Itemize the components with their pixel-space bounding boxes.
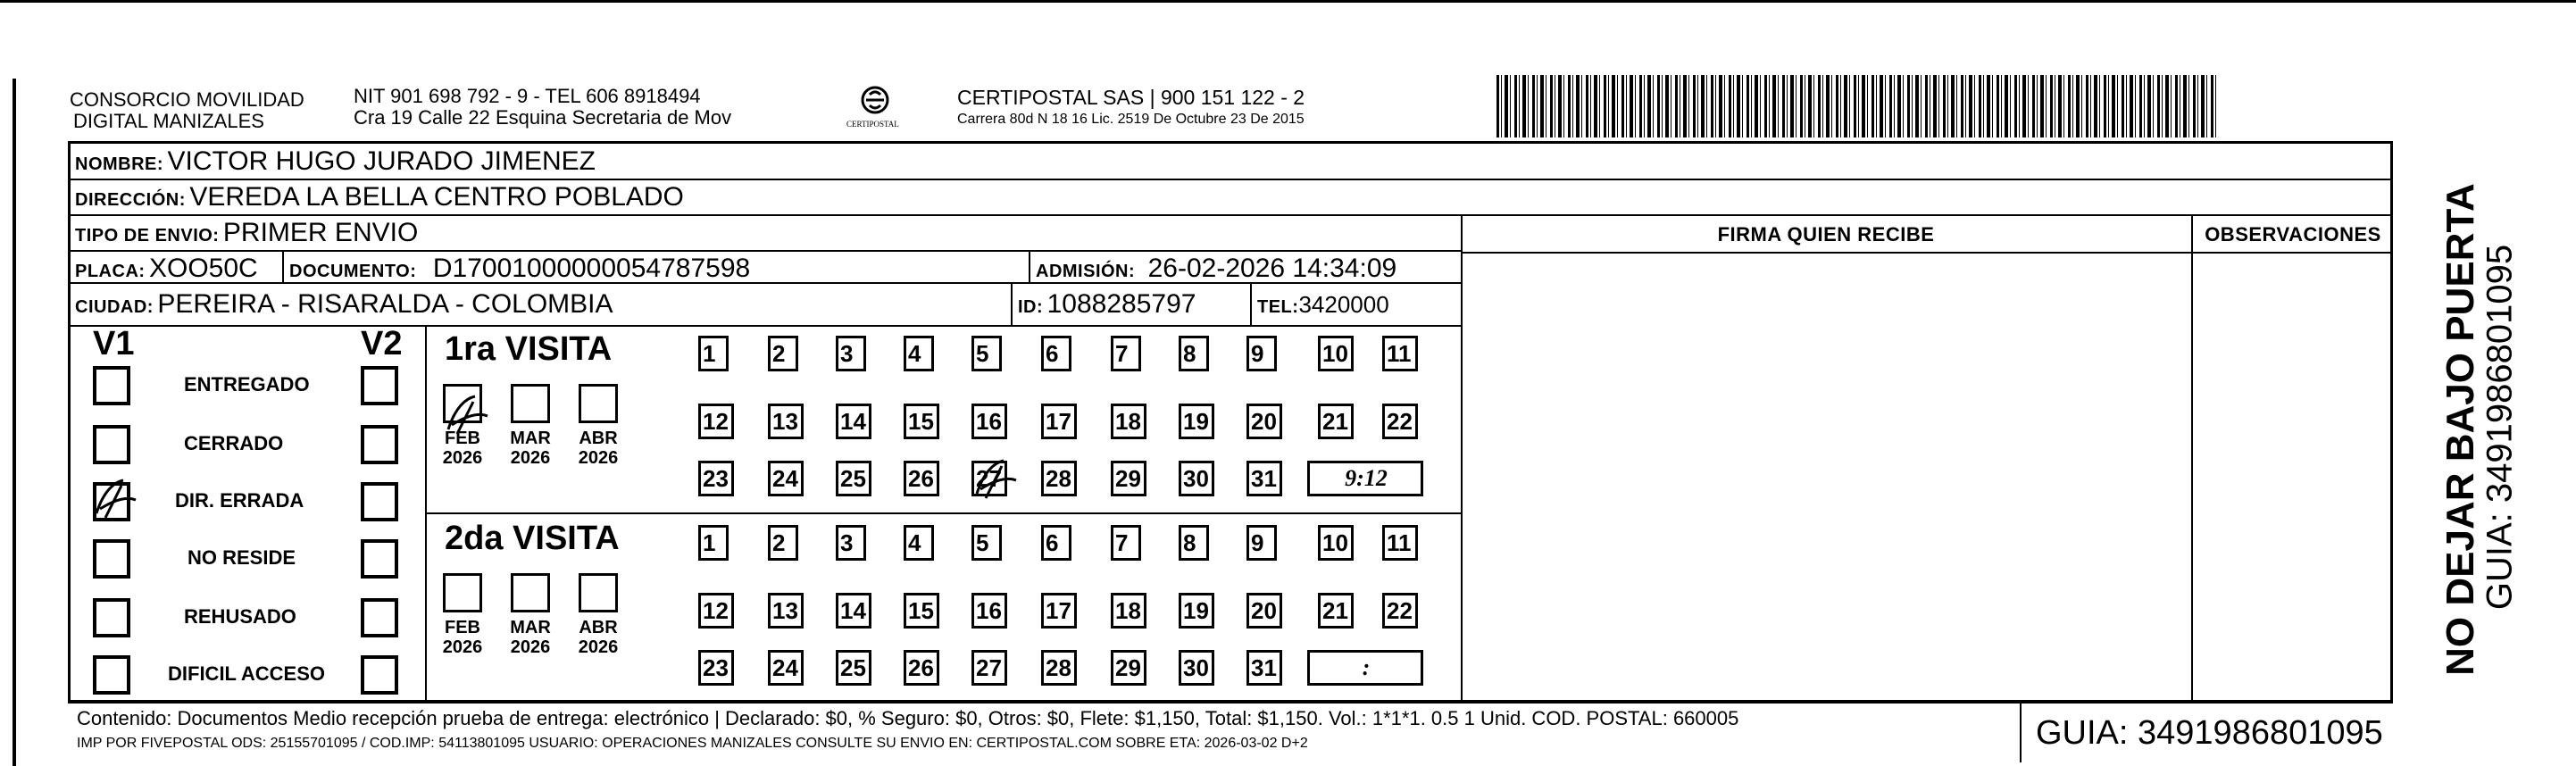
v2-checkbox[interactable] bbox=[361, 482, 398, 521]
first-day-box[interactable]: 10 bbox=[1318, 336, 1354, 371]
certipostal-line-2: Carrera 80d N 18 16 Lic. 2519 De Octubre 23 De 2015 bbox=[957, 112, 1305, 127]
first-time-box[interactable]: 9:12 bbox=[1307, 461, 1423, 496]
first-day-box[interactable]: 8 bbox=[1179, 336, 1209, 371]
second-day-box[interactable]: 6 bbox=[1041, 525, 1071, 561]
status-label: ENTREGADO bbox=[184, 373, 310, 395]
second-day-box[interactable]: 13 bbox=[768, 593, 804, 629]
second-day-box[interactable]: 15 bbox=[904, 593, 939, 629]
second-visit-label: 2da VISITA bbox=[445, 520, 620, 557]
second-day-box[interactable]: 19 bbox=[1179, 593, 1214, 629]
month-name: MAR bbox=[510, 618, 551, 637]
second-day-box[interactable]: 24 bbox=[768, 650, 804, 686]
signature-header: FIRMA QUIEN RECIBE bbox=[1717, 223, 1935, 246]
first-day-box[interactable]: 22 bbox=[1382, 404, 1418, 439]
id-label: ID: bbox=[1018, 297, 1044, 317]
month-year: 2026 bbox=[578, 637, 619, 657]
second-day-box[interactable]: 1 bbox=[698, 525, 729, 561]
month-year: 2026 bbox=[442, 637, 483, 657]
second-day-box[interactable]: 30 bbox=[1179, 650, 1214, 686]
second-month-checkbox[interactable] bbox=[579, 573, 618, 612]
name-value: VICTOR HUGO JURADO JIMENEZ bbox=[167, 146, 596, 176]
second-day-box[interactable]: 14 bbox=[836, 593, 871, 629]
footer-guia: GUIA: 3491986801095 bbox=[2036, 714, 2383, 752]
first-day-box[interactable]: 12 bbox=[698, 404, 734, 439]
second-month-label bbox=[436, 618, 489, 657]
first-day-box[interactable]: 24 bbox=[768, 461, 804, 496]
v1-checkbox[interactable] bbox=[93, 598, 130, 637]
first-month-checkbox[interactable] bbox=[511, 384, 550, 423]
certipostal-info bbox=[957, 86, 1305, 128]
id-field bbox=[1018, 289, 1196, 320]
tel-field bbox=[1257, 291, 1389, 319]
side-text bbox=[2402, 179, 2572, 679]
plate-value: XOO50C bbox=[149, 254, 258, 283]
type-field bbox=[75, 218, 418, 248]
second-time-box[interactable]: : bbox=[1307, 650, 1423, 686]
second-day-box[interactable]: 12 bbox=[698, 593, 734, 629]
admission-label: ADMISIÓN: bbox=[1036, 262, 1136, 281]
first-day-box[interactable]: 15 bbox=[904, 404, 939, 439]
footer-content: Contenido: Documentos Medio recepción prueba de entrega: electrónico | Declarado: $0, % Seguro: $0, Otros: $0, Flete: $1,150, Total: $1,150. Vol.: 1*1*1. 0.5 1 Unid. COD. POSTAL: 660005 bbox=[77, 707, 1739, 729]
id-value: 1088285797 bbox=[1046, 289, 1196, 319]
status-label: DIFICIL ACCESO bbox=[168, 662, 326, 685]
month-name: FEB bbox=[445, 429, 480, 448]
v2-checkbox[interactable] bbox=[361, 366, 398, 405]
second-day-box[interactable]: 9 bbox=[1246, 525, 1277, 561]
second-day-box[interactable]: 17 bbox=[1041, 593, 1077, 629]
second-day-box[interactable]: 21 bbox=[1318, 593, 1354, 629]
month-name: MAR bbox=[510, 429, 551, 448]
month-name: FEB bbox=[445, 618, 480, 637]
left-edge-bar bbox=[13, 79, 16, 766]
second-day-box[interactable]: 4 bbox=[904, 525, 934, 561]
company-name bbox=[70, 89, 304, 132]
first-day-box[interactable]: 31 bbox=[1246, 461, 1282, 496]
first-month-checkbox[interactable] bbox=[579, 384, 618, 423]
v1-checkbox[interactable] bbox=[93, 655, 130, 695]
plate-field bbox=[75, 254, 258, 284]
v2-checkbox[interactable] bbox=[361, 598, 398, 637]
second-month-label bbox=[504, 618, 557, 657]
second-day-box[interactable]: 20 bbox=[1246, 593, 1282, 629]
city-label: CIUDAD: bbox=[75, 297, 154, 317]
city-field bbox=[75, 289, 613, 320]
second-day-box[interactable]: 31 bbox=[1246, 650, 1282, 686]
page-top-rule bbox=[0, 0, 2576, 3]
first-day-box[interactable]: 11 bbox=[1382, 336, 1418, 371]
month-year: 2026 bbox=[578, 448, 619, 468]
first-day-box[interactable]: 7 bbox=[1111, 336, 1141, 371]
first-day-box[interactable]: 20 bbox=[1246, 404, 1282, 439]
nit-line: NIT 901 698 792 - 9 - TEL 606 8918494 bbox=[354, 85, 701, 107]
first-day-box[interactable]: 26 bbox=[904, 461, 939, 496]
second-day-box[interactable]: 10 bbox=[1318, 525, 1354, 561]
first-day-box[interactable]: 16 bbox=[971, 404, 1007, 439]
second-month-checkbox[interactable] bbox=[511, 573, 550, 612]
observations-header: OBSERVACIONES bbox=[2205, 223, 2381, 246]
first-day-box[interactable]: 5 bbox=[971, 336, 1002, 371]
first-day-box[interactable]: 2 bbox=[768, 336, 798, 371]
handwritten-check-mark bbox=[88, 473, 141, 527]
handwritten-strike-mark bbox=[968, 454, 1021, 507]
certipostal-line-1: CERTIPOSTAL SAS | 900 151 122 - 2 bbox=[957, 86, 1305, 109]
footer-imp: IMP POR FIVEPOSTAL ODS: 25155701095 / COD.IMP: 54113801095 USUARIO: OPERACIONES MANIZALES CONSULTE SU ENVIO EN: CERTIPOSTAL.COM SOBRE ETA: 2026-03-02 D+2 bbox=[77, 736, 1308, 751]
v1-checkbox[interactable] bbox=[93, 539, 130, 579]
first-day-box[interactable]: 6 bbox=[1041, 336, 1071, 371]
month-name: ABR bbox=[579, 429, 618, 448]
barcode bbox=[1496, 75, 2216, 137]
v1-checkbox[interactable] bbox=[93, 425, 130, 464]
second-day-box[interactable]: 11 bbox=[1382, 525, 1418, 561]
status-label: REHUSADO bbox=[184, 605, 296, 628]
month-year: 2026 bbox=[510, 637, 551, 657]
second-month-label bbox=[571, 618, 625, 657]
second-day-box[interactable]: 25 bbox=[836, 650, 871, 686]
first-day-box[interactable]: 23 bbox=[698, 461, 734, 496]
name-field bbox=[75, 146, 596, 177]
first-day-box[interactable]: 30 bbox=[1179, 461, 1214, 496]
tel-value: 3420000 bbox=[1298, 291, 1389, 318]
second-day-box[interactable]: 18 bbox=[1111, 593, 1146, 629]
status-label: DIR. ERRADA bbox=[175, 489, 304, 512]
logo-text: CERTIPOSTAL bbox=[846, 120, 899, 129]
type-label: TIPO DE ENVIO: bbox=[75, 226, 220, 246]
first-day-box[interactable]: 3 bbox=[836, 336, 866, 371]
first-day-box[interactable]: 19 bbox=[1179, 404, 1214, 439]
v2-checkbox[interactable] bbox=[361, 425, 398, 464]
month-year: 2026 bbox=[510, 448, 551, 468]
address-value: VEREDA LA BELLA CENTRO POBLADO bbox=[189, 182, 684, 212]
first-day-box[interactable]: 21 bbox=[1318, 404, 1354, 439]
first-day-box[interactable]: 9 bbox=[1246, 336, 1277, 371]
status-label: NO RESIDE bbox=[188, 546, 296, 569]
name-label: NOMBRE: bbox=[75, 154, 164, 174]
second-day-box[interactable]: 26 bbox=[904, 650, 939, 686]
side-guia: GUIA: 3491986801095 bbox=[2480, 244, 2520, 611]
certipostal-logo bbox=[839, 84, 911, 137]
handwritten-check-mark bbox=[439, 389, 493, 443]
second-day-box[interactable]: 5 bbox=[971, 525, 1002, 561]
second-day-box[interactable]: 2 bbox=[768, 525, 798, 561]
first-day-box[interactable]: 4 bbox=[904, 336, 934, 371]
second-day-box[interactable]: 16 bbox=[971, 593, 1007, 629]
second-month-checkbox[interactable] bbox=[443, 573, 482, 612]
company-nit bbox=[354, 86, 731, 129]
first-month-label bbox=[571, 429, 625, 468]
address-label: DIRECCIÓN: bbox=[75, 190, 186, 210]
first-day-box[interactable]: 25 bbox=[836, 461, 871, 496]
first-day-box[interactable]: 1 bbox=[698, 336, 729, 371]
admission-field bbox=[1036, 254, 1396, 284]
v2-header: V2 bbox=[361, 325, 403, 362]
side-warning: NO DEJAR BAJO PUERTA bbox=[2438, 183, 2482, 676]
second-day-box[interactable]: 29 bbox=[1111, 650, 1146, 686]
first-day-box[interactable]: 17 bbox=[1041, 404, 1077, 439]
month-year: 2026 bbox=[442, 448, 483, 468]
first-day-box[interactable]: 29 bbox=[1111, 461, 1146, 496]
first-month-label bbox=[504, 429, 557, 468]
second-day-box[interactable]: 8 bbox=[1179, 525, 1209, 561]
v1-header: V1 bbox=[93, 325, 135, 362]
address-field bbox=[75, 182, 684, 212]
first-day-box[interactable]: 13 bbox=[768, 404, 804, 439]
second-day-box[interactable]: 3 bbox=[836, 525, 866, 561]
first-day-box[interactable]: 18 bbox=[1111, 404, 1146, 439]
month-name: ABR bbox=[579, 618, 618, 637]
document-value: D17001000000054787598 bbox=[432, 254, 751, 283]
admission-value: 26-02-2026 14:34:09 bbox=[1147, 254, 1397, 283]
plate-label: PLACA: bbox=[75, 262, 146, 281]
v1-checkbox[interactable] bbox=[93, 366, 130, 405]
second-day-box[interactable]: 22 bbox=[1382, 593, 1418, 629]
city-value: PEREIRA - RISARALDA - COLOMBIA bbox=[157, 289, 613, 319]
second-day-box[interactable]: 28 bbox=[1041, 650, 1077, 686]
document-label: DOCUMENTO: bbox=[289, 262, 417, 281]
first-day-box[interactable]: 28 bbox=[1041, 461, 1077, 496]
second-day-box[interactable]: 27 bbox=[971, 650, 1007, 686]
document-field bbox=[289, 254, 750, 284]
first-day-box[interactable]: 27 bbox=[971, 461, 1007, 496]
v2-checkbox[interactable] bbox=[361, 539, 398, 579]
first-day-box[interactable]: 14 bbox=[836, 404, 871, 439]
type-value: PRIMER ENVIO bbox=[222, 218, 419, 247]
v2-checkbox[interactable] bbox=[361, 655, 398, 695]
tel-label: TEL: bbox=[1257, 297, 1299, 317]
status-label: CERRADO bbox=[184, 432, 284, 454]
second-day-box[interactable]: 23 bbox=[698, 650, 734, 686]
first-visit-label: 1ra VISITA bbox=[445, 330, 613, 368]
company-line-2: DIGITAL MANIZALES bbox=[73, 110, 264, 132]
address-line: Cra 19 Calle 22 Esquina Secretaria de Mov bbox=[354, 106, 732, 129]
second-day-box[interactable]: 7 bbox=[1111, 525, 1141, 561]
certipostal-logo-icon bbox=[839, 84, 911, 137]
company-line-1: CONSORCIO MOVILIDAD bbox=[70, 88, 304, 111]
